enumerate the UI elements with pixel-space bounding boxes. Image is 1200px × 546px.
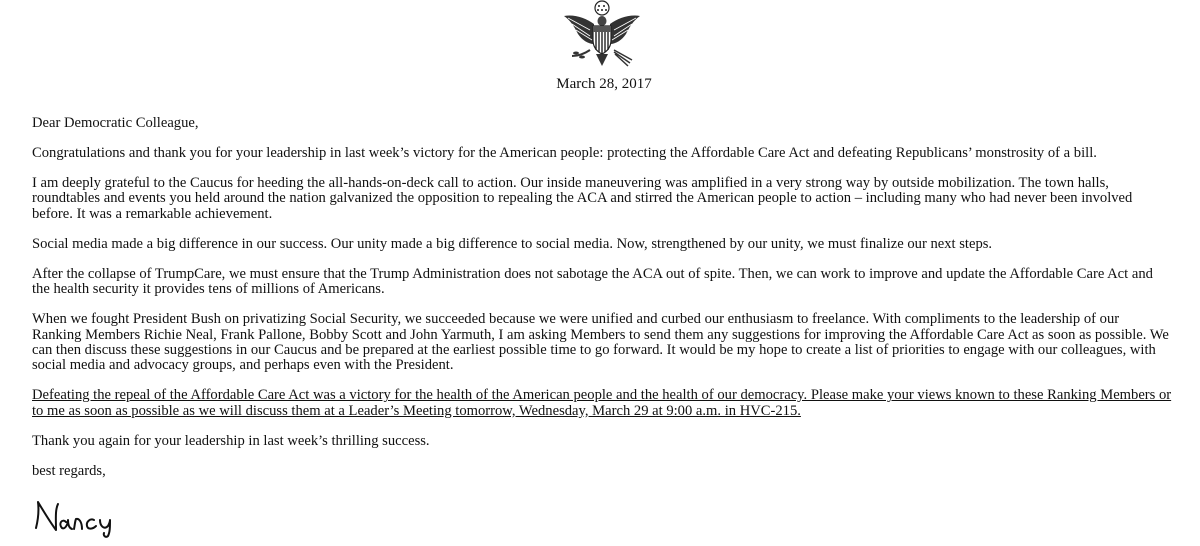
paragraph-congratulations: Congratulations and thank you for your leadership in last week’s victory for the American people: protecting the Affordable Care Act and defeating Republicans’ monstrosity of a bill. xyxy=(32,145,1097,161)
letter-body xyxy=(32,116,1172,494)
letter-date: March 28, 2017 xyxy=(556,76,652,92)
paragraph-defeating-repeal: Defeating the repeal of the Affordable Care Act was a victory for the health of the American people and the health of our democracy. Please make your views known to these Ranking Members or to me as soon as possible as we will discuss them at a Leader’s Meeting tomorrow, Wednesday, March 29 at 9:00 a.m. in HVC-215. xyxy=(32,387,1172,419)
paragraph-trumpcare: After the collapse of TrumpCare, we must ensure that the Trump Administration does not sabotage the ACA out of spite. Then, we can work to improve and update the Affordable Care Act and the health security it provides tens of millions of Americans. xyxy=(32,265,1153,298)
paragraph-social-security: When we fought President Bush on privatizing Social Security, we succeeded because we were unified and curbed our enthusiasm to freelance. With compliments to the leadership of our Ranking Members Richie Neal, Frank Pallone, Bobby Scott and John Yarmuth, I am asking Members to send them any suggestions for improving the Affordable Care Act as soon as possible. We can then discuss these suggestions in our Caucus and be prepared at the earliest possible time to go forward. It would be my hope to create a list of priorities to engage with our colleagues, with social media and advocacy groups, and perhaps even with the President. xyxy=(32,311,1169,374)
eagle-seal-icon xyxy=(560,0,644,72)
signature-nancy xyxy=(30,494,140,538)
paragraph-gratitude: I am deeply grateful to the Caucus for heeding the all-hands-on-deck call to action. Our inside maneuvering was amplified in a very strong way by outside mobilization. The town halls, roundtables and events you held around the nation galvanized the opposition to repealing the ACA and stirred the American people to action – including many who had never been involved before. It was a remarkable achievement. xyxy=(32,175,1133,222)
salutation: Dear Democratic Colleague, xyxy=(32,115,199,131)
closing: best regards, xyxy=(32,462,106,479)
paragraph-social-media: Social media made a big difference in our success. Our unity made a big difference to social media. Now, strengthened by our unity, we must finalize our next steps. xyxy=(32,235,993,252)
paragraph-thanks: Thank you again for your leadership in last week’s thrilling success. xyxy=(32,432,430,449)
